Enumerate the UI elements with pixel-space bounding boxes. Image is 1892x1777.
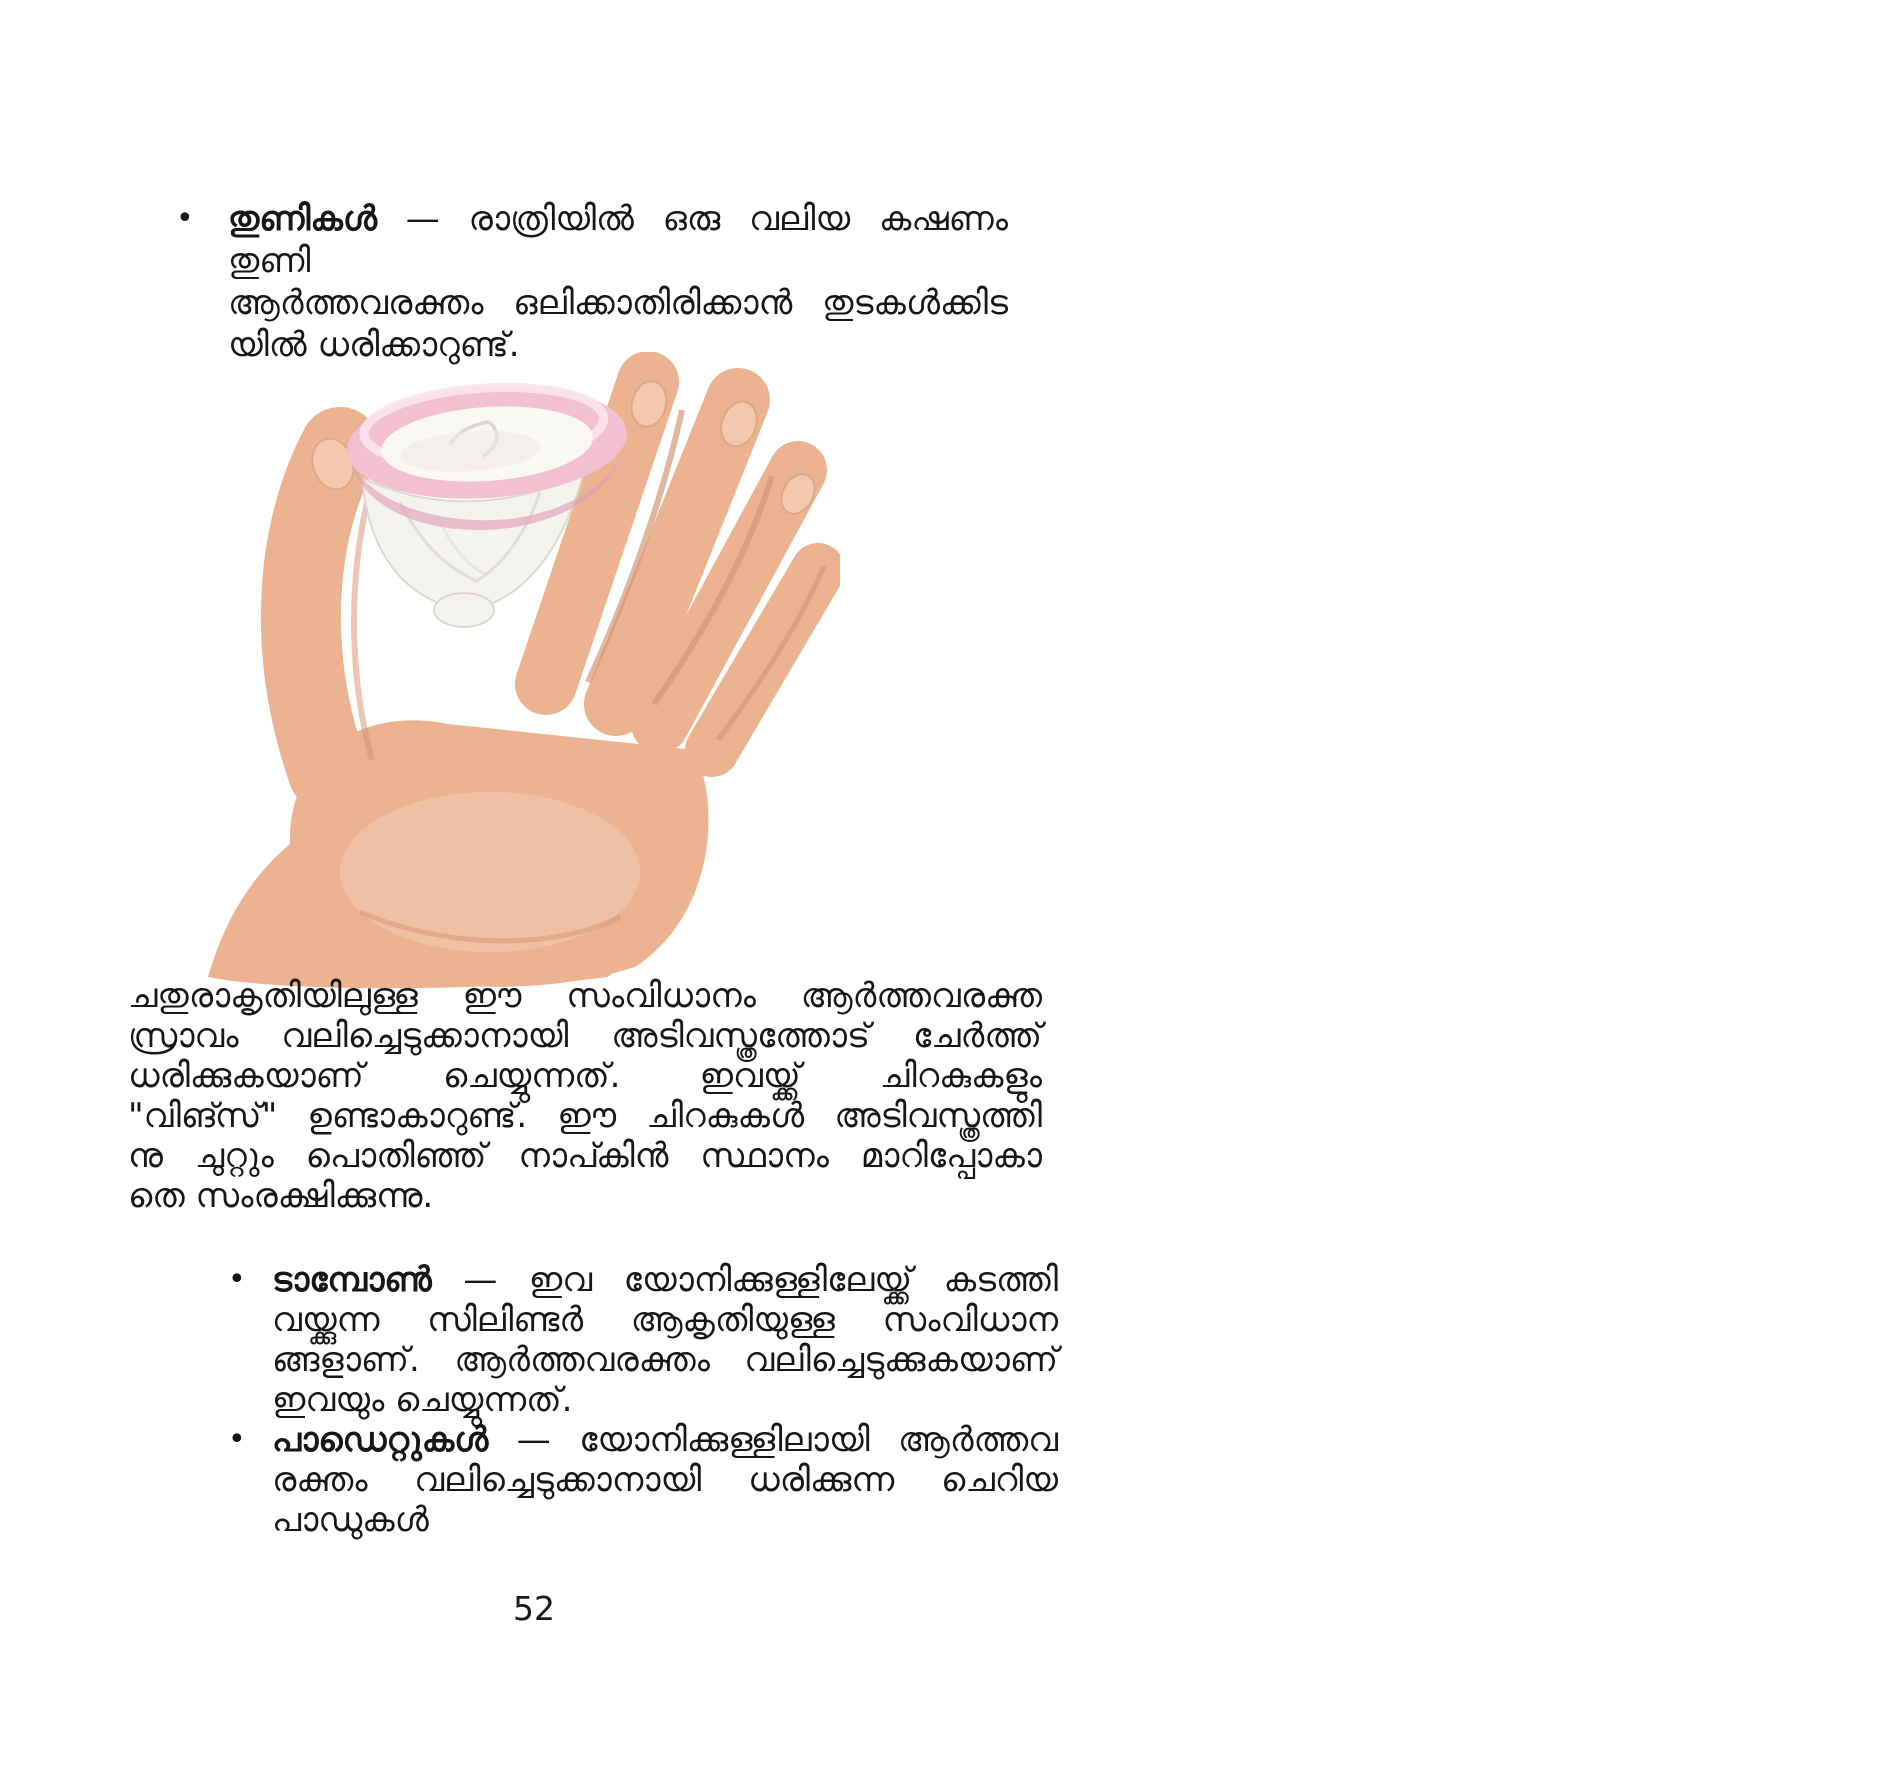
paragraph-line1: ചതുരാകൃതിയിലുള്ള ഈ സംവിധാനം ആർത്തവരക്ത (128, 976, 1042, 1016)
paragraph-line4: "വിങ്സ്" ഉണ്ടാകാറുണ്ട്. ഈ ചിറകുകൾ അടിവസ്ത്രത്തി (128, 1096, 1042, 1136)
bullet-padettes-line1 (272, 1420, 1058, 1460)
term-padettes: പാഡെറ്റുകൾ (272, 1420, 489, 1460)
bullet-marker: • (228, 1262, 246, 1297)
bullet-tampon-text (272, 1260, 1058, 1420)
bullet-list-lower (228, 1260, 1058, 1540)
bullet-tampon-line4: ഇവയും ചെയ്യുന്നത്. (272, 1380, 573, 1420)
term-tampon: ടാമ്പോൺ (272, 1260, 432, 1300)
body-paragraph (128, 976, 1042, 1216)
bullet-tampon-line2: വയ്ക്കുന്ന സിലിണ്ടർ ആകൃതിയുള്ള സംവിധാന (272, 1300, 1058, 1340)
bullet-item-padettes (228, 1420, 1058, 1540)
bullet-tampon-line3: ങ്ങളാണ്. ആർത്തവരക്തം വലിച്ചെടുക്കുകയാണ് (272, 1340, 1058, 1380)
bullet-padettes-line1-rest: — യോനിക്കുള്ളിലായി ആർത്തവ (516, 1420, 1059, 1460)
bullet-item-cloths (176, 198, 1008, 366)
term-cloths: തുണികൾ (228, 199, 377, 239)
hand-cup-illustration (190, 352, 840, 1000)
paragraph-line6: തെ സംരക്ഷിക്കുന്നു. (128, 1176, 434, 1216)
page-number: 52 (513, 1589, 555, 1628)
paragraph-line5: നു ചുറ്റും പൊതിഞ്ഞ് നാപ്കിൻ സ്ഥാനം മാറിപ്പോകാ (128, 1136, 1042, 1176)
hand-holding-cup-photo (190, 352, 840, 1000)
bullet-item-tampon (228, 1260, 1058, 1420)
bullet-cloths-text (228, 198, 1008, 366)
bullet-padettes-text (272, 1420, 1058, 1540)
bullet-cloths-line1 (228, 198, 1008, 282)
bullet-cloths-line2: ആർത്തവരക്തം ഒലിക്കാതിരിക്കാൻ തുടകൾക്കിട (228, 283, 1008, 323)
bullet-padettes-line3: പാഡുകൾ (272, 1500, 429, 1540)
bullet-tampon-line1-rest: — ഇവ യോനിക്കുള്ളിലേയ്ക്ക് കടത്തി (463, 1260, 1058, 1300)
bullet-cloths-line1-rest: — രാത്രിയിൽ ഒരു വലിയ കഷണം തുണി (228, 199, 1009, 281)
paragraph-line2: സ്രാവം വലിച്ചെടുക്കാനായി അടിവസ്ത്രത്തോട് ചേർത്ത് (128, 1016, 1042, 1056)
paragraph-line3: ധരിക്കുകയാണ് ചെയ്യുന്നത്. ഇവയ്ക്ക് ചിറകുകളും (128, 1056, 1042, 1096)
bullet-tampon-line1 (272, 1260, 1058, 1300)
bullet-marker: • (176, 201, 194, 236)
bullet-cloths-line3: യിൽ ധരിക്കാറുണ്ട്. (228, 325, 520, 365)
thumb (301, 447, 340, 772)
bullet-marker: • (228, 1422, 246, 1457)
bullet-padettes-line2: രക്തം വലിച്ചെടുക്കാനായി ധരിക്കുന്ന ചെറിയ (272, 1460, 1058, 1500)
cup-nub (434, 593, 494, 627)
thumb-shadow (354, 482, 372, 760)
